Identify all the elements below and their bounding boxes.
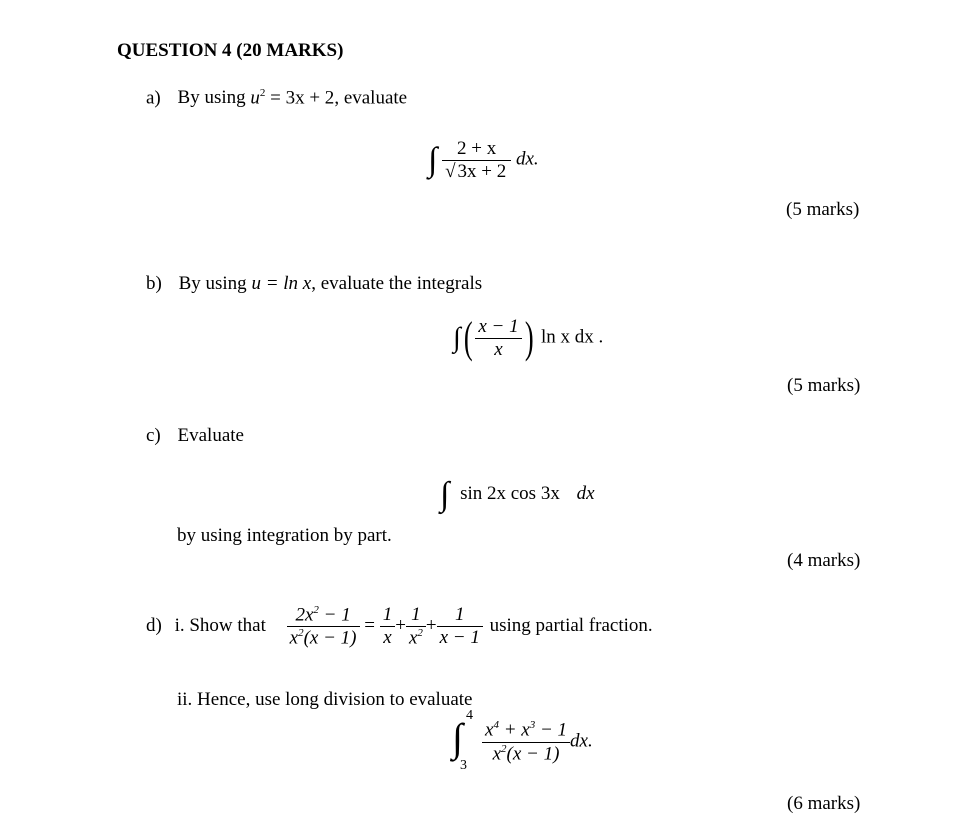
part-c-prefix: Evaluate xyxy=(177,425,244,446)
part-d-lhs-fraction xyxy=(287,604,360,649)
plus-sign: + xyxy=(425,615,437,637)
part-a-label: a) xyxy=(146,87,161,109)
part-a-dx: dx. xyxy=(515,148,539,170)
part-d-ii-denominator: $x^2(x - 1)$ xyxy=(492,742,560,764)
part-c-suffix: by using integration by part. xyxy=(177,525,392,546)
equals-sign: = xyxy=(364,615,375,637)
upper-limit: 4 xyxy=(466,708,473,723)
integral-sign: ∫ xyxy=(452,715,463,760)
integral-sign: ∫ xyxy=(428,141,438,179)
part-d-ii-fraction xyxy=(482,719,570,764)
part-c-line xyxy=(146,425,244,447)
part-d-lhs-numerator: $2x^2 - 1$ xyxy=(287,604,360,627)
part-c-marks: (4 marks) xyxy=(787,550,861,571)
lower-limit: 3 xyxy=(460,758,467,773)
part-d-label: d) xyxy=(146,615,162,637)
part-d-term1: $\frac{1}{x}$ xyxy=(380,604,396,649)
part-c-dx: dx xyxy=(576,483,595,505)
part-d-term3: $\frac{1}{x - 1}$ xyxy=(437,604,483,649)
sqrt-icon: √ xyxy=(445,160,456,182)
part-a-sub-eq: = 3x + 2 xyxy=(270,87,335,109)
part-c-label: c) xyxy=(146,425,161,446)
part-a-marks: (5 marks) xyxy=(786,199,860,220)
part-d-i-suffix: using partial fraction. xyxy=(489,615,653,637)
part-d-ii-dx: dx. xyxy=(570,730,593,752)
part-d-lhs-denominator: $x^2(x - 1)$ xyxy=(289,627,357,649)
part-b-line xyxy=(146,273,482,295)
part-d-ii-prefix: ii. Hence, use long division to evaluate xyxy=(177,689,473,710)
plus-sign: + xyxy=(395,615,406,637)
part-a-fraction xyxy=(442,138,511,183)
part-d-ii-integral xyxy=(452,708,593,773)
part-c-integrand: sin 2x cos 3x xyxy=(460,483,560,505)
part-a-denominator xyxy=(442,161,511,183)
part-b-fraction xyxy=(475,316,521,361)
part-a-line xyxy=(146,87,407,109)
left-paren: ( xyxy=(463,313,473,363)
integral-sign: ∫ xyxy=(453,322,461,354)
integral-sign: ∫ xyxy=(440,476,450,513)
part-b-label: b) xyxy=(146,273,162,294)
part-b-sub: u = ln x xyxy=(251,273,312,294)
question-title: QUESTION 4 (20 MARKS) xyxy=(117,40,344,61)
right-paren: ) xyxy=(524,313,534,363)
part-d-ii-numerator: $x^4 + x^3 - 1$ xyxy=(482,719,570,742)
part-a-radicand: 3x + 2 xyxy=(457,160,507,182)
part-a-integral xyxy=(428,138,539,183)
part-a-sub-exp: 2 xyxy=(259,87,266,99)
part-b-integral xyxy=(453,313,604,363)
part-a-sub-u: u xyxy=(250,87,260,109)
part-d-term2: $\frac{1}{x^2}$ xyxy=(406,604,426,649)
part-a-suffix: , evaluate xyxy=(334,87,408,109)
part-c-integral xyxy=(440,478,595,512)
part-b-numerator: x − 1 xyxy=(475,316,521,339)
part-a-numerator: 2 + x xyxy=(442,138,511,161)
part-b-tail: ln x dx . xyxy=(541,326,604,348)
part-b-suffix: , evaluate the integrals xyxy=(311,273,483,294)
part-d-i-line xyxy=(146,604,653,649)
definite-integral xyxy=(452,708,482,773)
part-b-marks: (5 marks) xyxy=(787,375,861,396)
part-a-prefix: By using xyxy=(177,87,246,109)
part-b-prefix: By using xyxy=(178,273,247,294)
part-d-i-prefix: i. Show that xyxy=(174,615,266,637)
part-d-marks: (6 marks) xyxy=(787,793,861,814)
part-b-denominator: x xyxy=(494,338,503,360)
